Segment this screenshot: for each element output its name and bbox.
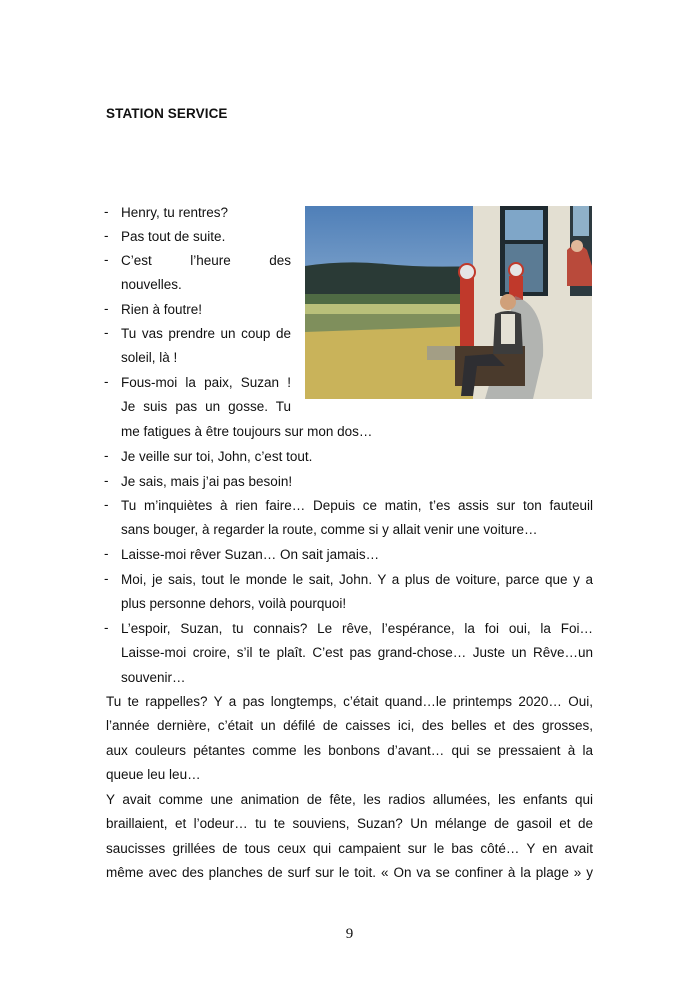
dialogue-dash: -: [104, 252, 109, 267]
dialogue-line: Tu m’inquiètes à rien faire… Depuis ce matin, t’es assis sur ton fauteuil: [121, 498, 593, 513]
dialogue-line: Je veille sur toi, John, c’est tout.: [121, 449, 313, 464]
dialogue-line: Je suis pas un gosse. Tu: [121, 399, 291, 414]
dialogue-dash: -: [104, 301, 109, 316]
paragraph-line: Y avait comme une animation de fête, les radios allumées, les enfants qui: [106, 792, 593, 807]
paragraph-line: l’année dernière, c’était un défilé de caisses ici, des belles et des grosses,: [106, 718, 593, 733]
dialogue-line: Pas tout de suite.: [121, 229, 226, 244]
dialogue-dash: -: [104, 571, 109, 586]
dialogue-line: Moi, je sais, tout le monde le sait, John. Y a plus de voiture, parce que y a: [121, 572, 593, 587]
dialogue-dash: -: [104, 448, 109, 463]
dialogue-line: L’espoir, Suzan, tu connais? Le rêve, l’espérance, la foi oui, la Foi…: [121, 621, 593, 636]
paragraph-line: aux couleurs pétantes comme les bonbons d’avant… qui se pressaient à la: [106, 743, 593, 758]
page-number: 9: [345, 926, 354, 942]
dialogue-line: Je sais, mais j’ai pas besoin!: [121, 474, 293, 489]
dialogue-line: plus personne dehors, voilà pourquoi!: [121, 596, 347, 611]
paragraph-line: queue leu leu…: [106, 767, 201, 782]
dialogue-line: Laisse-moi croire, s’il te plaît. C’est pas grand-chose… Juste un Rêve…un: [121, 645, 593, 660]
dialogue-dash: -: [104, 620, 109, 635]
dialogue-dash: -: [104, 228, 109, 243]
dialogue-line: Laisse-moi rêver Suzan… On sait jamais…: [121, 547, 380, 562]
dialogue-line: soleil, là !: [121, 350, 178, 365]
dialogue-dash: -: [104, 374, 109, 389]
dialogue-line: C’est l’heure des: [121, 253, 291, 268]
dialogue-line: souvenir…: [121, 670, 186, 685]
dialogue-line: Rien à foutre!: [121, 302, 203, 317]
dialogue-line: Tu vas prendre un coup de: [121, 326, 291, 341]
paragraph-line: braillaient, et l’odeur… tu te souviens, Suzan? Un mélange de gasoil et de: [106, 816, 593, 831]
page-title: STATION SERVICE: [106, 106, 228, 121]
dialogue-dash: -: [104, 325, 109, 340]
paragraph-line: Tu te rappelles? Y a pas longtemps, c’était quand…le printemps 2020… Oui,: [106, 694, 593, 709]
paragraph-line: saucisses grillées de tous ceux qui campaient sur le bas côté… Y en avait: [106, 841, 593, 856]
dialogue-dash: -: [104, 546, 109, 561]
dialogue-line: sans bouger, à regarder la route, comme si y allait venir une voiture…: [121, 522, 538, 537]
dialogue-line: Fous-moi la paix, Suzan !: [121, 375, 291, 390]
paragraph-line: même avec des planches de surf sur le toit. « On va se confiner à la plage » y: [106, 865, 593, 880]
dialogue-line: nouvelles.: [121, 277, 182, 292]
dialogue-dash: -: [104, 497, 109, 512]
dialogue-line: me fatigues à être toujours sur mon dos…: [121, 424, 373, 439]
painting-image: [305, 206, 592, 399]
dialogue-dash: -: [104, 204, 109, 219]
dialogue-dash: -: [104, 473, 109, 488]
dialogue-line: Henry, tu rentres?: [121, 205, 229, 220]
